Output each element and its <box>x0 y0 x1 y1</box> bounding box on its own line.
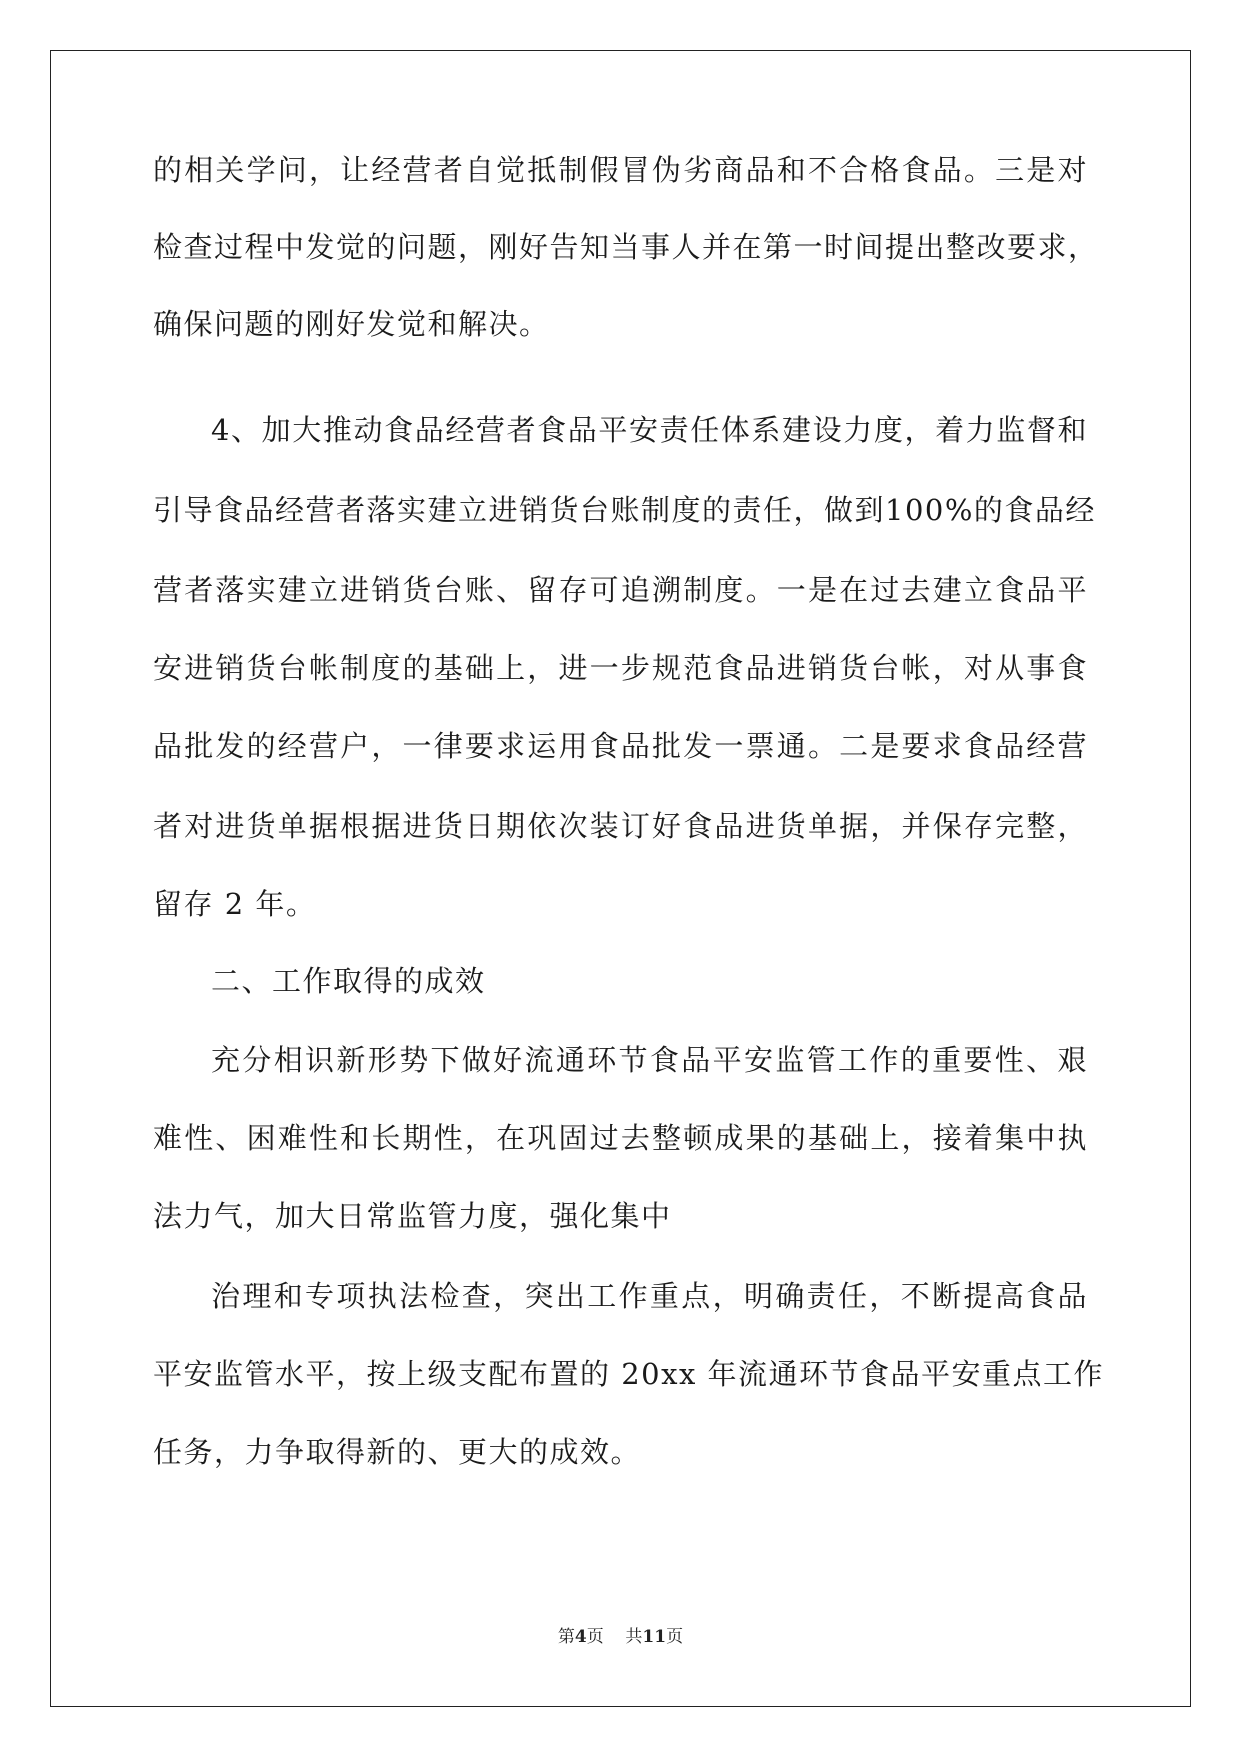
section-heading: 二、工作取得的成效 <box>211 964 486 998</box>
text-line: 难性、困难性和长期性，在巩固过去整顿成果的基础上，接着集中执 <box>153 1121 1088 1155</box>
paragraph-start-line: 4、加大推动食品经营者食品平安责任体系建设力度，着力监督和 <box>211 413 1088 447</box>
text-line: 营者落实建立进销货台账、留存可追溯制度。一是在过去建立食品平 <box>153 573 1088 607</box>
text-line: 品批发的经营户，一律要求运用食品批发一票通。二是要求食品经营 <box>153 729 1088 763</box>
footer-total-prefix: 共 <box>625 1627 643 1647</box>
text-line: 的相关学问，让经营者自觉抵制假冒伪劣商品和不合格食品。三是对 <box>153 153 1088 187</box>
footer-total-pages: 11 <box>642 1627 667 1647</box>
text-line: 任务，力争取得新的、更大的成效。 <box>153 1435 642 1469</box>
text-line: 检查过程中发觉的问题，刚好告知当事人并在第一时间提出整改要求， <box>153 230 1099 264</box>
footer-page-number: 4 <box>574 1627 587 1647</box>
text-line: 留存 2 年。 <box>153 887 317 921</box>
text-line: 法力气，加大日常监管力度，强化集中 <box>153 1199 672 1233</box>
page-footer <box>0 1626 1241 1648</box>
text-line: 确保问题的刚好发觉和解决。 <box>153 307 550 341</box>
paragraph-start-line: 治理和专项执法检查，突出工作重点，明确责任，不断提高食品 <box>211 1279 1088 1313</box>
footer-page-prefix: 第 <box>557 1627 575 1647</box>
text-line: 引导食品经营者落实建立进销货台账制度的责任，做到100%的食品经 <box>153 493 1096 527</box>
footer-total-suffix: 页 <box>666 1627 684 1647</box>
footer-page-suffix: 页 <box>586 1627 604 1647</box>
text-line: 者对进货单据根据进货日期依次装订好食品进货单据，并保存完整， <box>153 809 1088 843</box>
text-line: 安进销货台帐制度的基础上，进一步规范食品进销货台帐，对从事食 <box>153 651 1088 685</box>
text-line: 平安监管水平，按上级支配布置的 20xx 年流通环节食品平安重点工作 <box>153 1357 1105 1391</box>
paragraph-start-line: 充分相识新形势下做好流通环节食品平安监管工作的重要性、艰 <box>211 1043 1088 1077</box>
